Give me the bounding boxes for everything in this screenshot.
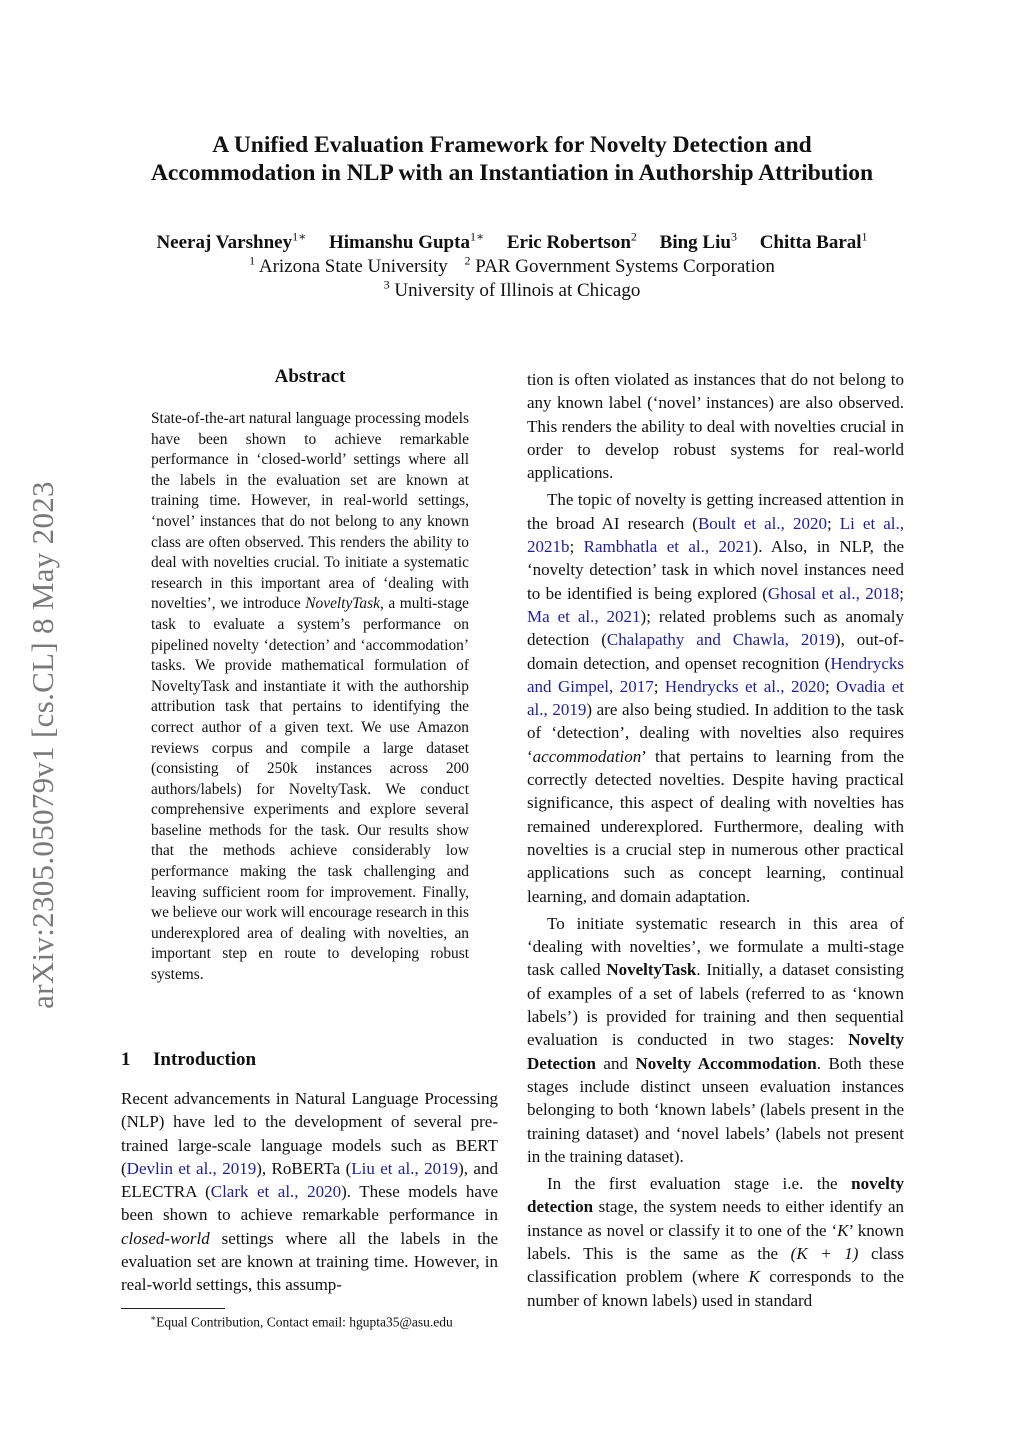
author-mark: 1∗	[469, 230, 485, 244]
abstract-body	[151, 409, 469, 986]
footnote-mark: ∗	[150, 1313, 157, 1323]
affiliation-mark: 3	[383, 278, 390, 292]
abstract-instance-count: 250k	[266, 760, 298, 778]
affiliation-name: PAR Government Systems Corporation	[475, 256, 775, 278]
paragraph	[527, 912, 904, 1168]
abstract-heading: Abstract	[274, 366, 346, 387]
introduction-paragraph	[121, 1087, 498, 1297]
math-expression: (K + 1)	[790, 1243, 859, 1263]
citation-link[interactable]: Hendrycks and Gimpel, 2017	[527, 653, 904, 696]
bold-term: novelty detection	[527, 1174, 904, 1217]
paragraph	[527, 1172, 904, 1312]
affiliation-name: University of Illinois at Chicago	[394, 280, 641, 302]
section-title: Introduction	[153, 1049, 257, 1070]
bold-term: Novelty Accommodation	[635, 1053, 817, 1073]
citation-link[interactable]: Boult et al., 2020	[697, 513, 827, 533]
emphasis: closed-world	[121, 1228, 210, 1248]
separator: ;	[569, 537, 584, 557]
abstract-text: , a multi-stage task to evaluate a system’s performance on pipelined novelty ‘detection’ and ‘accommodation’ tasks. We provide mathematical formulation of NoveltyTask and instantiate it with the authorship attribution task that pertains to identifying the correct author of a given text. We use Amazon reviews corpus and compile a large dataset (consisting of	[151, 595, 469, 778]
arxiv-identifier: arXiv:2305.05079v1 [cs.CL] 8 May 2023	[25, 481, 60, 1009]
paper-title	[62, 131, 962, 187]
separator: ;	[899, 583, 904, 603]
citation-link[interactable]: Rambhatla et al., 2021	[583, 537, 753, 557]
body-text: stage, the system needs to either identify an instance as novel or classify it to one of the ‘	[527, 1197, 904, 1240]
affiliation	[384, 280, 641, 301]
body-text: ) are also being studied. In addition to the task of ‘detection’, dealing with novelties also requires ‘	[527, 700, 904, 766]
abstract-text: State-of-the-art natural language processing models have been shown to achieve remarkable performance in ‘closed-world’ settings where all the labels in the evaluation set are known at training time. However, in real-world settings, ‘novel’ instances that do not belong to any known class are often observed. This renders the ability to deal with novelties crucial. To initiate a systematic research in this important area of ‘dealing with novelties’, we introduce	[151, 410, 469, 613]
body-text: ’ that pertains to learning from the correctly detected novelties. Despite having practical significance, this aspect of dealing with novelties has remained underexplored. Furthermore, dealing with novelties is a crucial step in numerous other practical applications such as concept learning, continual learning, and domain adaptation.	[527, 746, 904, 906]
body-text: Recent advancements in Natural Language Processing (NLP) have led to the development of several pre-trained large-scale language models such as BERT (	[121, 1089, 498, 1178]
body-text: class classification problem (where	[527, 1243, 905, 1287]
author-name: Bing Liu	[659, 232, 731, 254]
body-text: and	[595, 1053, 636, 1073]
title-line-2: Accommodation in NLP with an Instantiation in Authorship Attribution	[150, 160, 874, 186]
body-text: ), out-of-domain detection, and openset recognition (	[527, 630, 904, 673]
paragraph: tion is often violated as instances that do not belong to any known label (‘novel’ instances) are also observed. This renders the ability to deal with novelties crucial in order to develop robust systems for real-world applications.	[527, 370, 904, 483]
body-text: ). These models have been shown to achieve remarkable performance in	[121, 1182, 498, 1225]
body-text: ), RoBERTa (	[256, 1158, 352, 1178]
body-text: ). Also, in NLP, the ‘novelty detection’ task in which novel instances need to be identified is being explored (	[527, 537, 904, 603]
body-text: settings where all the labels in the evaluation set are known at training time. However, in real-world settings, this assump-	[121, 1228, 498, 1295]
separator: ;	[653, 676, 665, 696]
footnote-text: Equal Contribution, Contact email: hgupta35@asu.edu	[156, 1314, 453, 1330]
math-symbol: K	[837, 1220, 849, 1240]
separator: ;	[824, 676, 837, 696]
bold-term: Novelty Detection	[527, 1030, 904, 1073]
author-mark: 1∗	[292, 230, 307, 244]
body-text: ); related problems such as anomaly detection (	[527, 606, 904, 650]
abstract-task-name: NoveltyTask	[305, 595, 380, 613]
body-text: ), and ELECTRA (	[121, 1158, 498, 1202]
body-text: ’ known labels. This is the same as the	[527, 1220, 904, 1263]
citation-link[interactable]: Ovadia et al., 2019	[527, 676, 904, 720]
affiliation-mark: 1	[249, 254, 256, 268]
footnote	[150, 1313, 453, 1331]
author-mark: 2	[630, 230, 637, 244]
paragraph	[527, 488, 904, 907]
math-symbol: K	[748, 1267, 760, 1287]
title-line-1: A Unified Evaluation Framework for Novelty Detection and	[212, 132, 812, 158]
body-text: The topic of novelty is getting increased attention in the broad AI research (	[527, 490, 904, 533]
body-text: . Both these stages include distinct unseen evaluation instances belonging to both ‘known labels’ (labels present in the training dataset) and ‘novel labels’ (labels not present in the training dataset).	[527, 1053, 904, 1166]
bold-term: NoveltyTask	[606, 960, 697, 980]
affiliation-mark: 2	[464, 254, 471, 268]
author-mark: 3	[730, 230, 737, 244]
body-text: . Initially, a dataset consisting of examples of a set of labels (referred to as ‘known labels’) is provided for training and then sequential evaluation is conducted in two stages:	[527, 960, 904, 1050]
citation-link[interactable]: Devlin et al., 2019	[126, 1158, 257, 1178]
author-name: Eric Robertson	[506, 232, 631, 254]
author-name: Neeraj Varshney	[156, 232, 293, 254]
citation-link[interactable]: Ma et al., 2021	[527, 606, 641, 626]
author-name: Himanshu Gupta	[328, 232, 470, 254]
citation-link[interactable]: Hendrycks et al., 2020	[664, 676, 825, 696]
author-mark: 1	[861, 230, 868, 244]
abstract-text: instances across 200 authors/labels) for NoveltyTask. We conduct comprehensive experiments and explore several baseline methods for the task. Our results show that the methods achieve considerably low performance making the task challenging and leaving sufficient room for improvement. Finally, we believe our work will encourage research in this underexplored area of dealing with novelties, an important step en route to developing robust systems.	[151, 760, 469, 984]
section-heading-introduction	[121, 1049, 256, 1071]
section-number: 1	[121, 1049, 131, 1070]
citation-link[interactable]: Liu et al., 2019	[351, 1158, 459, 1178]
affiliation-name: Arizona State University	[258, 256, 448, 278]
separator: ;	[826, 513, 840, 533]
citation-link[interactable]: Chalapathy and Chawla, 2019	[606, 630, 835, 650]
citation-link[interactable]: Clark et al., 2020	[210, 1182, 342, 1202]
citation-link[interactable]: Li et al., 2021b	[527, 513, 904, 557]
citation-link[interactable]: Ghosal et al., 2018	[767, 583, 900, 603]
body-text: To initiate systematic research in this area of ‘dealing with novelties’, we formulate a multi-stage task called	[527, 913, 904, 980]
right-column	[527, 368, 904, 1316]
affiliation-line-2	[62, 273, 962, 303]
body-text: In the first evaluation stage i.e. the	[547, 1174, 852, 1194]
body-text: corresponds to the number of known labels) used in standard	[527, 1267, 904, 1310]
author-name: Chitta Baral	[759, 232, 862, 254]
footnote-rule	[121, 1308, 225, 1309]
emphasis: accommodation	[532, 746, 642, 766]
